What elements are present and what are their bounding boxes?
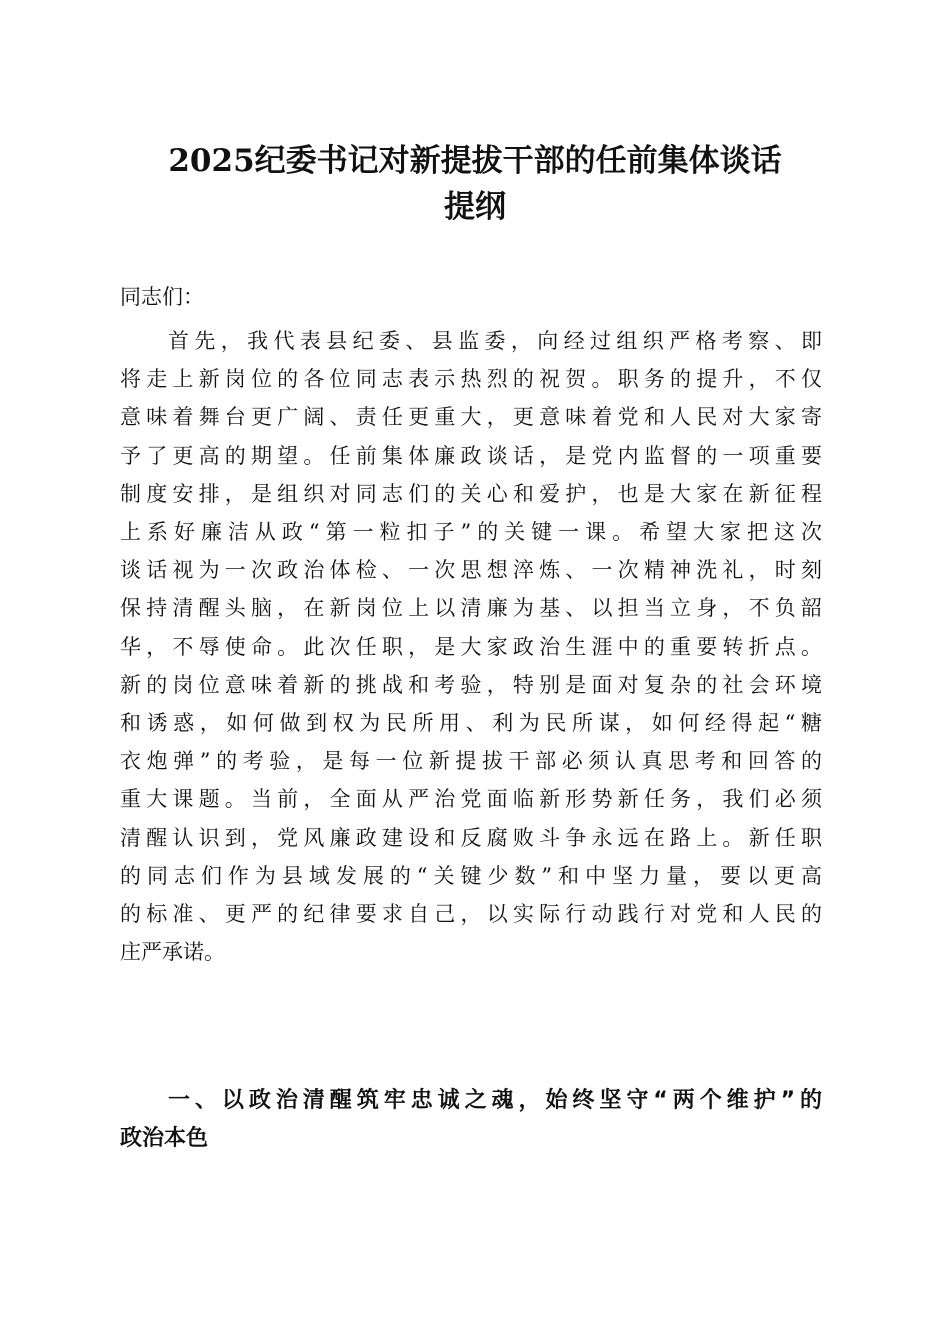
paragraph-line: 意味着舞台更广阔、责任更重大，更意味着党和人民对大家寄 — [120, 405, 822, 430]
paragraph-line: 新的岗位意味着新的挑战和考验，特别是面对复杂的社会环境 — [120, 672, 822, 697]
paragraph-line: 谈话视为一次政治体检、一次思想淬炼、一次精神洗礼，时刻 — [120, 558, 822, 583]
paragraph-line: 的同志们作为县域发展的“关键少数”和中坚力量，要以更高 — [120, 863, 822, 888]
paragraph-line: 华，不辱使命。此次任职，是大家政治生涯中的重要转折点。 — [120, 634, 822, 659]
paragraph-line: 和诱惑，如何做到权为民所用、利为民所谋，如何经得起“糖 — [120, 711, 822, 736]
paragraph-line: 制度安排，是组织对同志们的关心和爱护，也是大家在新征程 — [120, 481, 822, 506]
paragraph-line: 清醒认识到，党风廉政建设和反腐败斗争永远在路上。新任职 — [120, 825, 822, 850]
title-line: 2025纪委书记对新提拔干部的任前集体谈话 — [168, 143, 782, 179]
paragraph-line: 保持清醒头脑，在新岗位上以清廉为基、以担当立身，不负韶 — [120, 596, 822, 621]
paragraph-line: 将走上新岗位的各位同志表示热烈的祝贺。职务的提升，不仅 — [120, 367, 822, 392]
paragraph-line: 上系好廉洁从政“第一粒扣子”的关键一课。希望大家把这次 — [120, 520, 822, 545]
paragraph-line: 的标准、更严的纪律要求自己，以实际行动践行对党和人民的 — [120, 902, 822, 927]
paragraph-line: 庄严承诺。 — [120, 940, 225, 965]
salutation: 同志们： — [120, 285, 204, 309]
section-heading-line: 一、以政治清醒筑牢忠诚之魂，始终坚守“两个维护”的 — [168, 1088, 822, 1113]
paragraph-line: 重大课题。当前，全面从严治党面临新形势新任务，我们必须 — [120, 787, 822, 812]
document-title — [100, 138, 850, 230]
section-heading-1 — [120, 1082, 822, 1158]
section-heading-line: 政治本色 — [120, 1126, 209, 1151]
paragraph-line: 首先，我代表县纪委、县监委，向经过组织严格考察、即 — [168, 329, 822, 353]
paragraph-line: 衣炮弹”的考验，是每一位新提拔干部必须认真思考和回答的 — [120, 749, 822, 774]
paragraph-line: 予了更高的期望。任前集体廉政谈话，是党内监督的一项重要 — [120, 443, 822, 468]
opening-paragraph — [120, 322, 822, 971]
title-line: 提纲 — [444, 189, 506, 225]
